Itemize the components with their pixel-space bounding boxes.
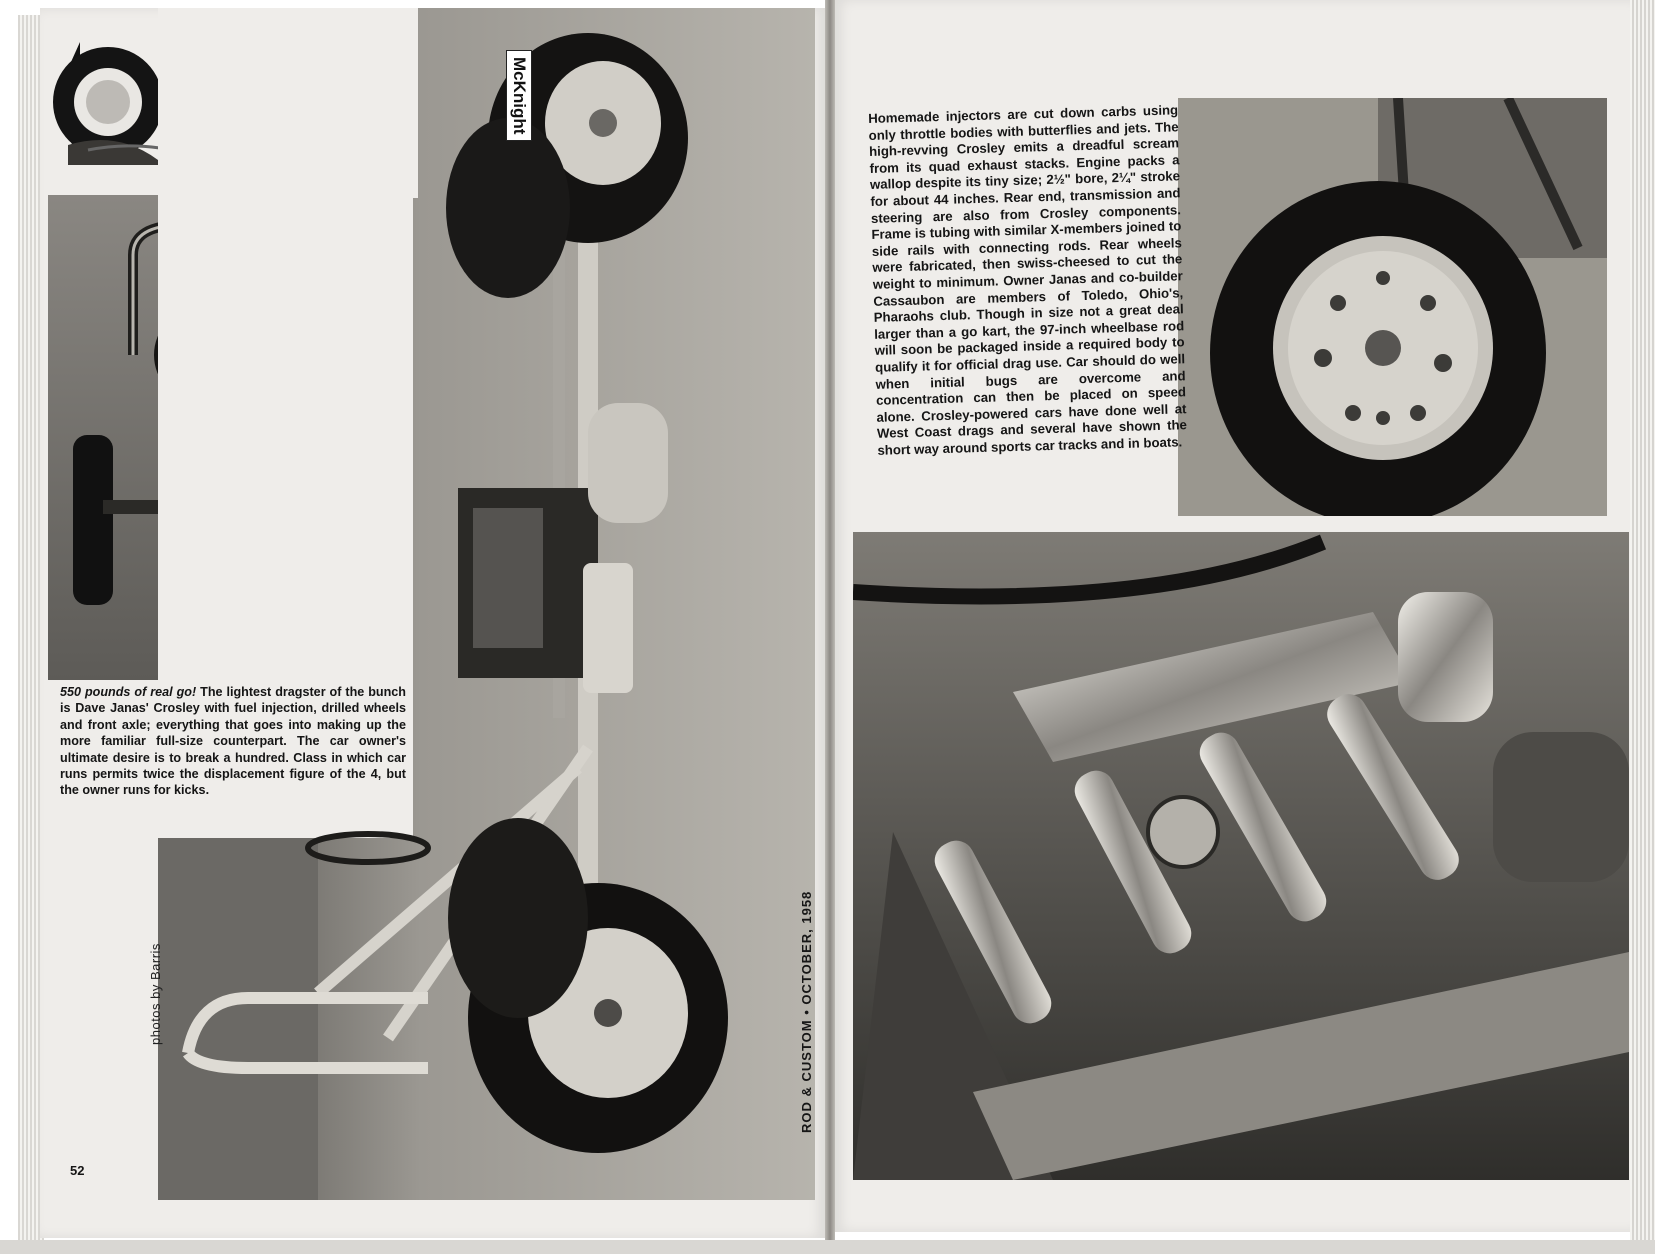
bottom-edge (0, 1240, 1655, 1254)
magazine-issue-line: ROD & CUSTOM • OCTOBER, 1958 (799, 890, 814, 1133)
photo-dragster-chassis-side (158, 8, 815, 1200)
photo-credit: photos by Barris (148, 943, 163, 1045)
article-body-text: Homemade injectors are cut down carbs using only throttle bodies with butterflies and jets. The high-revving Crosley emits a dreadful scream from its quad exhaust stacks. Engine packs a wallop despite its tiny size; 2½" bore, 2¼" stroke for about 44 inches. Rear end, transmission and steering are also from Crosley components. Frame is tubing with similar X-members joined to side rails with connecting rods. Rear wheels were fabricated, then swiss-cheesed to cut the weight to minimum. Owner Janas and co-builder Cassaubon are members of Toledo, Ohio's, Pharaohs club. Though in size not a great deal larger than a go kart, the 97-inch wheelbase rod will soon be packaged inside a required body to qualify it for official drag use. Car should do well when initial bugs are overcome and concentration can then be placed on speed alone. Crosley-powered cars have done well at West Coast drags and several have shown the short way around sports car tracks and in boats. (868, 102, 1188, 458)
caption-lead: 550 pounds of real go! (60, 685, 197, 699)
page-number: 52 (70, 1163, 85, 1178)
photo-tag-label: McKnight (506, 50, 532, 141)
book-gutter (825, 0, 835, 1254)
photo-engine-injectors (853, 532, 1629, 1180)
caption-body: The lightest dragster of the bunch is Dave Janas' Crosley with fuel injection, drilled wheels and front axle; everything that goes into making up the more familiar full-size counterpart. The car owner's ultimate desire is to break a hundred. Class in which car runs permits twice the displacement figure of the 4, but the owner runs for kicks. (60, 685, 406, 798)
photo-wheel-closeup (1178, 98, 1607, 516)
page-edges-right (1630, 0, 1655, 1240)
left-photo-caption (60, 684, 406, 799)
